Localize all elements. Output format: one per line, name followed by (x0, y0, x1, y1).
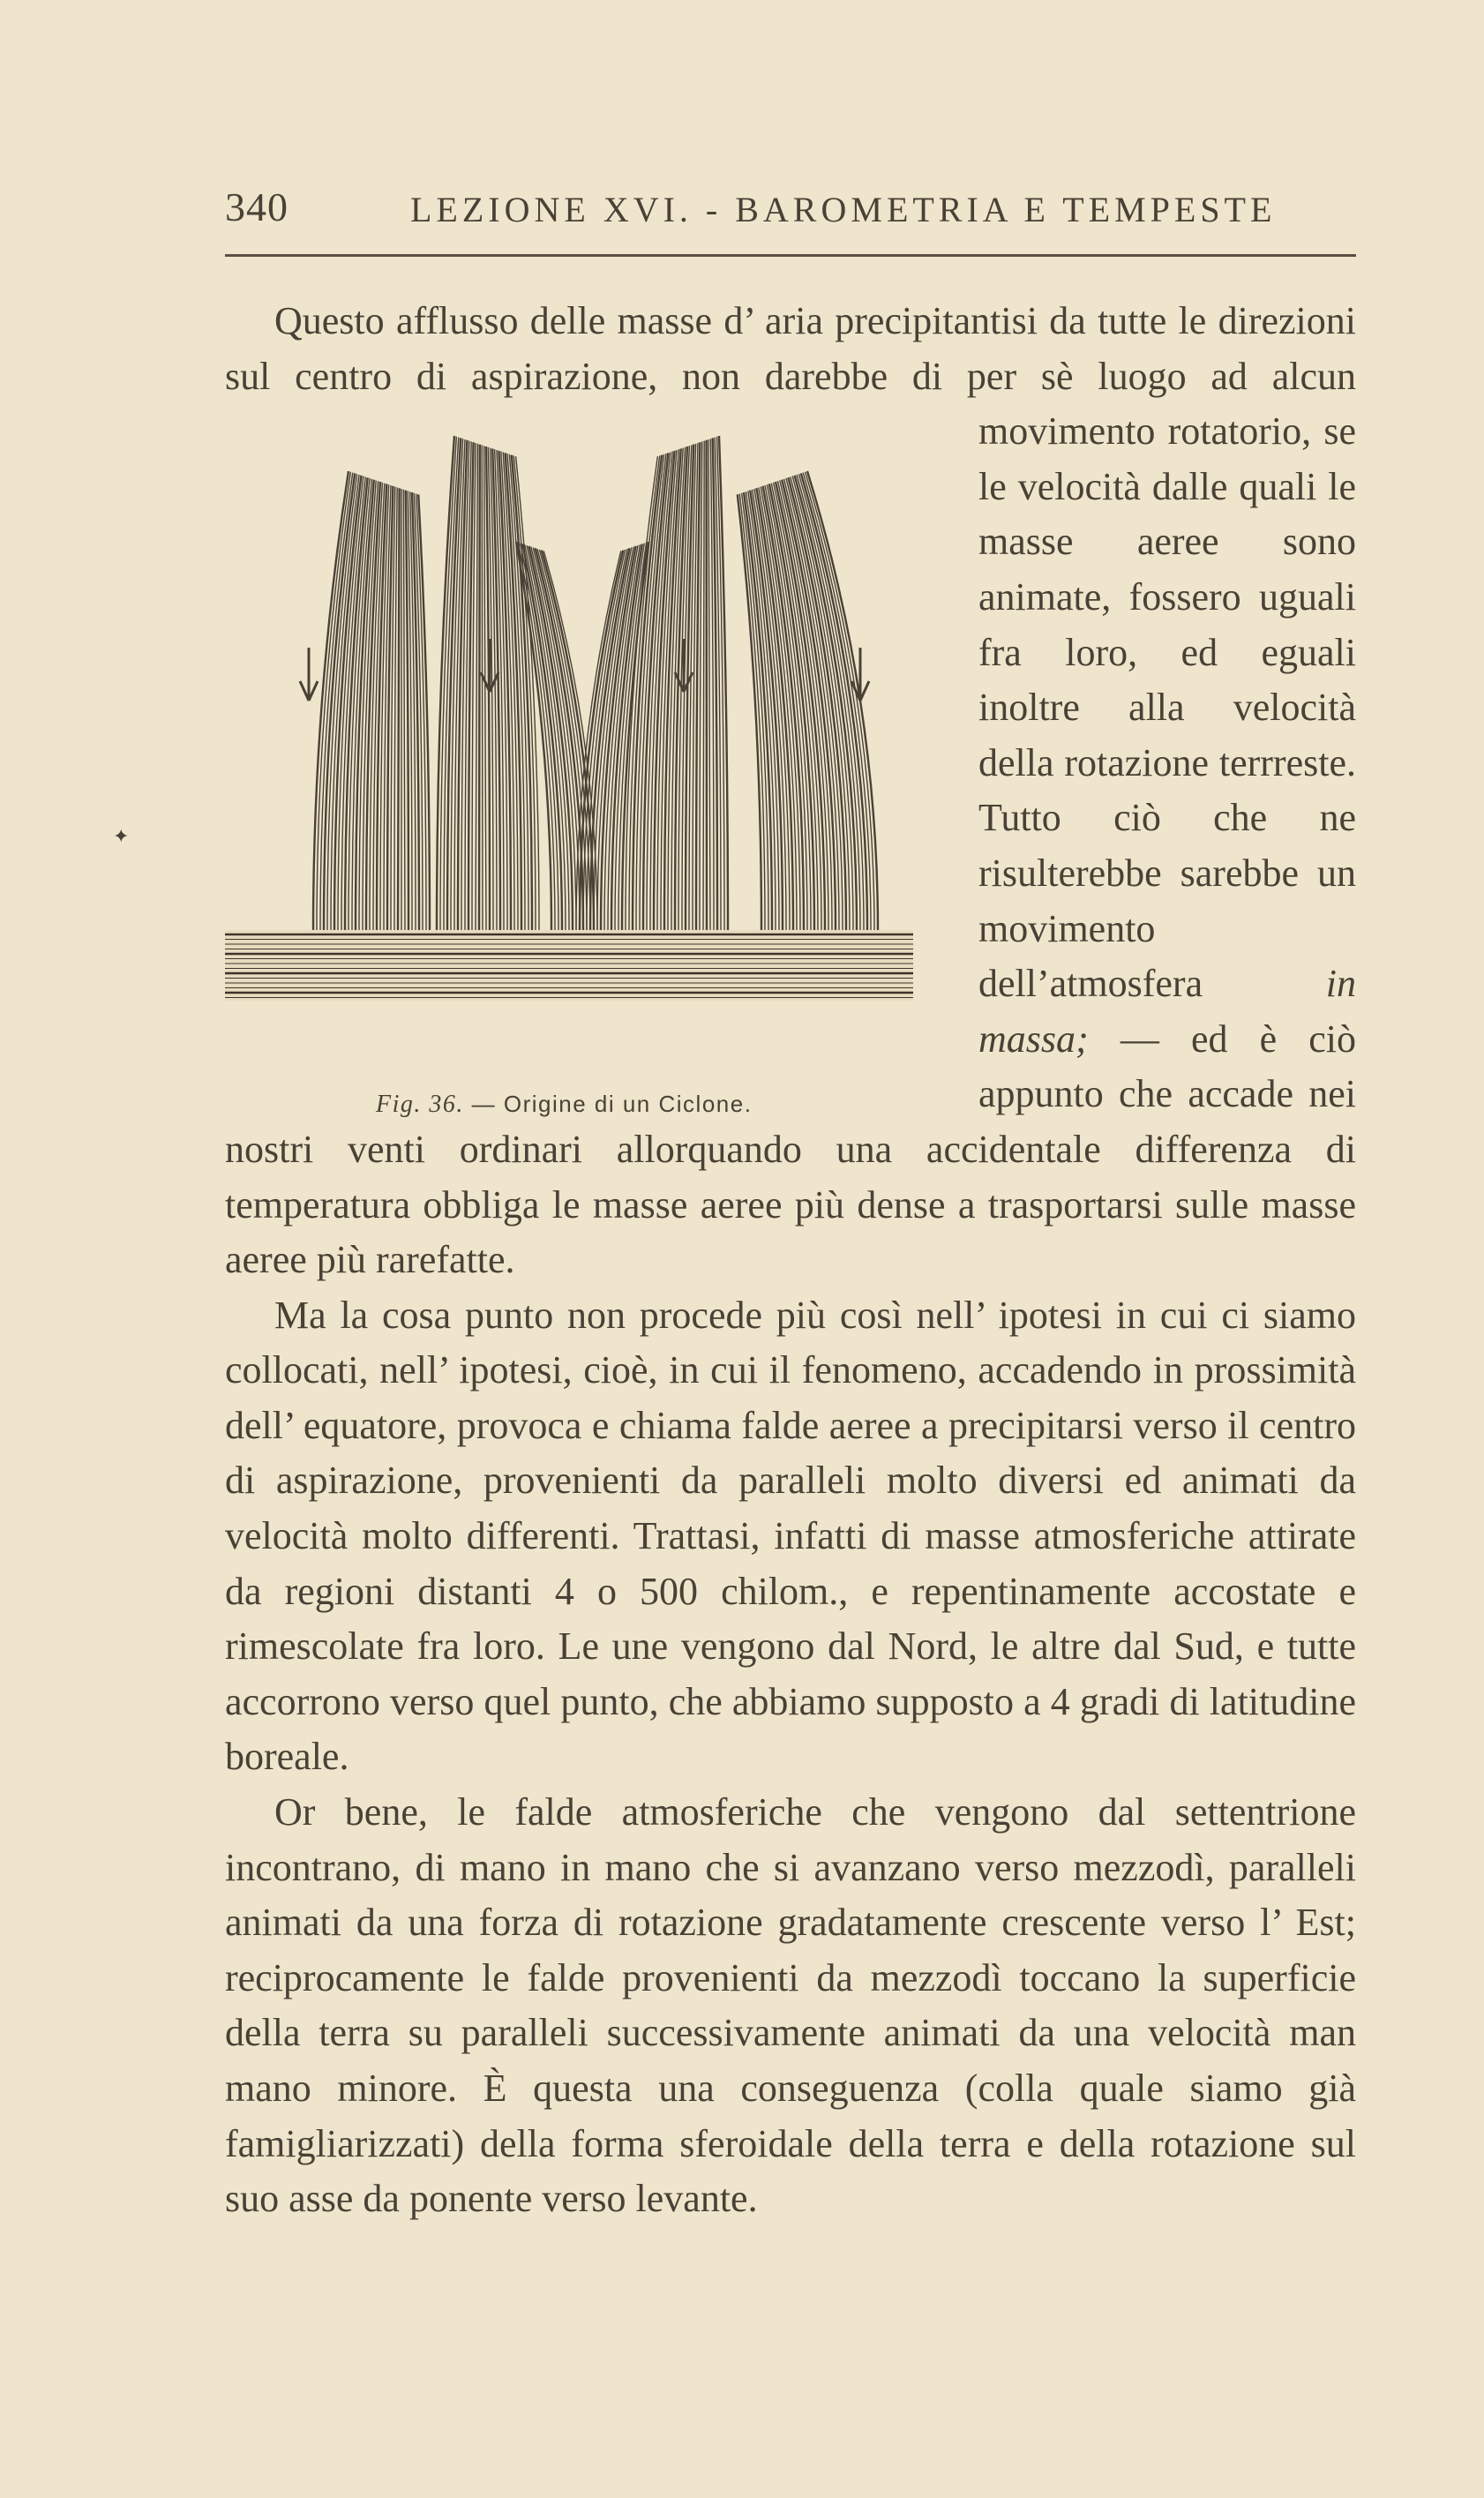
wind-stream-line (484, 446, 486, 930)
ground-strip (225, 930, 913, 1001)
wind-arrow-icon (851, 648, 869, 701)
wind-stream-line (406, 491, 408, 930)
paragraph-1-text-end: — ed è ciò appunto che accade nei nostri venti ordinari allorquando una accidentale differenza di temperatura obbliga le masse aeree più dense a trasportarsi sulle masse aeree più rarefatte. (225, 1016, 1356, 1282)
wind-stream-line (479, 445, 480, 930)
body-text (225, 294, 1356, 2227)
wind-stream-line (703, 441, 704, 930)
wind-stream-line (482, 446, 483, 931)
figure-caption-text: — Origine di un Ciclone. (471, 1091, 753, 1118)
paragraph-1-lead: Questo afflusso delle masse d’ aria precipitantisi da tutte le direzioni sul centro di aspirazione, non darebbe di per sè luogo (225, 299, 1356, 398)
paragraph-1-text: ad alcun movimento rotatorio, se le velocità dalle quali le masse aeree sono animate, fossero uguali fra loro, ed eguali inoltre alla velocità della rotazione terrreste. Tutto ciò che ne risulterebbe sarebbe un movimento dell’atmosfera (978, 354, 1357, 1006)
wind-stream-line (476, 444, 477, 930)
emphasis-in-massa: in massa; (978, 962, 1356, 1061)
page-number: 340 (225, 184, 289, 229)
wind-arrow-icon (481, 639, 498, 692)
figure-label: Fig. 36. (376, 1091, 464, 1119)
wind-stream-line (700, 442, 702, 931)
paragraph-1 (225, 294, 1356, 1288)
wind-stream-line (398, 488, 400, 930)
cyclone-illustration (225, 436, 948, 1071)
wind-stream-line (807, 471, 878, 930)
paragraph-2: Ma la cosa punto non procede più così nell’ ipotesi in cui ci siamo collocati, nell’ ipotesi, cioè, in cui il fenomeno, accadendo in prossimità dell’ equatore, provoca e chiama falde aeree a precipitarsi verso il centro di aspirazione, provenienti da paralleli molto diversi ed animati da velocità molto differenti. Trattasi, infatti di masse atmosferiche attirate da regioni distanti 4 o 500 chilom., e repentinamente accostate e rimescolate fra loro. Le une vengono dal Nord, le altre dal Sud, e tutte accorrono verso quel punto, che abbiamo supposto a 4 gradi di latitudine boreale. (225, 1293, 1356, 1779)
figure-caption (326, 1076, 752, 1133)
running-title: LEZIONE XVI. - BAROMETRIA E TEMPESTE (410, 190, 1277, 229)
wind-arrow-icon (300, 648, 318, 701)
margin-mark: ✦ (113, 825, 130, 847)
cyclone-figure (225, 404, 948, 1117)
wind-stream-line (403, 490, 405, 930)
paragraph-3: Or bene, le falde atmosferiche che vengono dal settentrione incontrano, di mano in mano che si avanzano verso mezzodì, paralleli animati da una forza di rotazione gradatamente crescente verso l’ Est; reciprocamente le falde provenienti da mezzodì toccano la superficie della terra su paralleli successivamente animati da una velocità man mano minore. È questa una conseguenza (colla quale siamo già famigliarizzati) della forma sferoidale della terra e della rotazione sul suo asse da ponente verso levante. (225, 1790, 1356, 2221)
wind-stream-line (394, 488, 397, 931)
wind-stream-line (708, 439, 710, 930)
header-rule (225, 254, 1356, 257)
